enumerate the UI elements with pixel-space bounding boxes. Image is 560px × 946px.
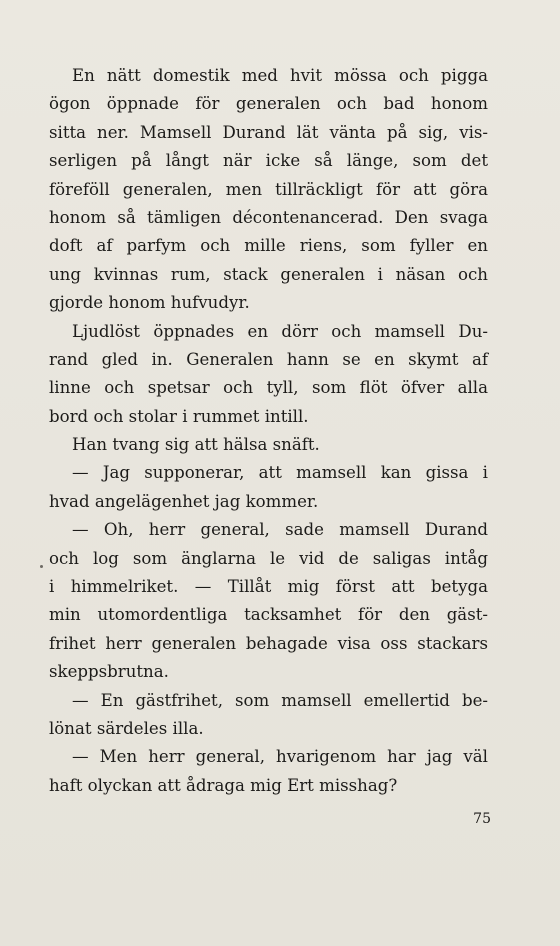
text-line: rand gled in. Generalen hann se en skymt af xyxy=(49,349,488,369)
text-line: föreföll generalen, men tillräckligt för att göra xyxy=(49,179,488,199)
text-line: bord och stolar i rummet intill. xyxy=(49,406,309,426)
text-line: linne och spetsar och tyll, som flöt öfver alla xyxy=(49,378,488,398)
text-line: i himmelriket. — Tillåt mig först att betyga xyxy=(49,577,488,597)
text-line: honom så tämligen décontenancerad. Den svaga xyxy=(49,207,488,227)
text-line: skeppsbrutna. xyxy=(49,662,169,682)
text-line: min utomordentliga tacksamhet för den gäst- xyxy=(49,605,488,625)
text-line: frihet herr generalen behagade visa oss stackars xyxy=(49,633,488,653)
text-line: Han tvang sig att hälsa snäft. xyxy=(72,435,320,455)
text-line: Ljudlöst öppnades en dörr och mamsell Du- xyxy=(72,321,488,341)
text-line: serligen på långt när icke så länge, som det xyxy=(49,151,488,171)
text-line: sitta ner. Mamsell Durand lät vänta på sig, vis- xyxy=(49,122,488,142)
text-line: lönat särdeles illa. xyxy=(49,718,204,738)
text-line: och log som änglarna le vid de saligas intåg xyxy=(49,548,488,568)
text-line: ögon öppnade för generalen och bad honom xyxy=(49,94,488,114)
paper-speck xyxy=(40,565,43,568)
text-line: ung kvinnas rum, stack generalen i näsan och xyxy=(49,264,488,284)
text-line: doft af parfym och mille riens, som fyller en xyxy=(49,236,488,256)
text-line: — Jag supponerar, att mamsell kan gissa i xyxy=(72,463,488,483)
text-line: gjorde honom hufvudyr. xyxy=(49,293,250,313)
text-line: — Men herr general, hvarigenom har jag väl xyxy=(72,747,488,767)
page-number: 75 xyxy=(473,811,491,827)
text-line: hvad angelägenhet jag kommer. xyxy=(49,491,319,511)
text-line: — Oh, herr general, sade mamsell Durand xyxy=(72,520,488,540)
body-text xyxy=(49,62,488,800)
text-line: haft olyckan att ådraga mig Ert misshag? xyxy=(49,775,398,795)
text-line: En nätt domestik med hvit mössa och pigga xyxy=(72,66,488,85)
text-line: — En gästfrihet, som mamsell emellertid be- xyxy=(72,690,488,710)
